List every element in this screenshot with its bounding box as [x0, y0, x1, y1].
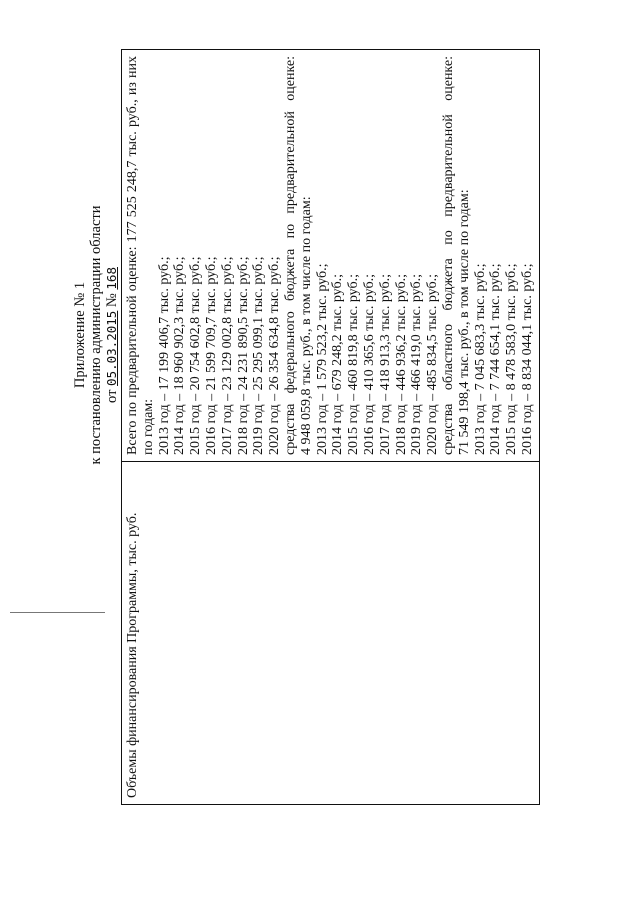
appendix-header: [72, 55, 120, 615]
federal-intro-cont: 4 948 059,8 тыс. руб., в том числе по годам:: [298, 196, 314, 455]
federal-year-line: 2017 год – 418 913,3 тыс. руб.;: [377, 274, 393, 455]
funding-label-cell: [122, 462, 540, 805]
bottom-rule: [10, 612, 105, 613]
total-year-line: 2013 год – 17 199 406,7 тыс. руб.;: [156, 256, 172, 455]
regional-year-line: 2016 год – 8 834 044,1 тыс. руб.;: [519, 263, 535, 455]
regional-year-line: 2014 год – 7 744 654,1 тыс. руб.;: [488, 263, 504, 455]
appendix-date-line: [104, 55, 120, 615]
federal-year-line: 2020 год – 485 834,5 тыс. руб.;: [425, 274, 441, 455]
federal-year-line: 2018 год – 446 936,2 тыс. руб.;: [393, 274, 409, 455]
total-year-line: 2017 год – 23 129 002,8 тыс. руб.;: [219, 256, 235, 455]
total-year-line: 2018 год – 24 231 890,5 тыс. руб.;: [235, 256, 251, 455]
date-prefix: от: [104, 389, 120, 403]
total-years-list: [157, 56, 283, 455]
federal-year-line: 2014 год – 679 248,2 тыс. руб.;: [330, 274, 346, 455]
total-year-line: 2019 год – 25 295 099,1 тыс. руб.;: [251, 256, 267, 455]
federal-years-list: [315, 56, 441, 455]
federal-year-line: 2019 год – 466 419,0 тыс. руб.;: [409, 274, 425, 455]
number-prefix: №: [104, 293, 120, 308]
total-intro: Всего по предварительной оценке: 177 525 248,7 тыс. руб., из них: [125, 56, 140, 455]
total-year-line: 2014 год – 18 960 902,3 тыс. руб.;: [172, 256, 188, 455]
regional-year-line: 2015 год – 8 478 583,0 тыс. руб.;: [504, 263, 520, 455]
total-year-line: 2015 год – 20 754 602,8 тыс. руб.;: [188, 256, 204, 455]
document-date: 05.03.2015: [104, 310, 119, 386]
federal-year-line: 2015 год – 460 819,8 тыс. руб.;: [346, 274, 362, 455]
regional-intro-cont: 71 549 198,4 тыс. руб., в том числе по годам:: [456, 189, 472, 455]
funding-row: [122, 50, 540, 805]
document-number: 168: [104, 267, 119, 290]
regional-years-list: [473, 56, 536, 455]
appendix-title: Приложение № 1: [72, 281, 88, 389]
funding-values-cell: [122, 50, 540, 462]
federal-year-line: 2016 год – 410 365,6 тыс. руб.;: [361, 274, 377, 455]
federal-year-line: 2013 год – 1 579 523,2 тыс. руб.;: [314, 263, 330, 455]
federal-intro: средства федерального бюджета по предварительной оценке:: [282, 56, 298, 455]
regional-intro: средства областного бюджета по предварительной оценке:: [440, 56, 456, 455]
regional-year-line: 2013 год – 7 045 683,3 тыс. руб.;: [472, 263, 488, 455]
total-year-line: 2020 год – 26 354 634,8 тыс. руб.;: [267, 256, 283, 455]
total-intro-cont: по годам:: [140, 398, 156, 455]
funding-label: Объемы финансирования Программы, тыс. руб.: [125, 512, 140, 798]
funding-table: [121, 49, 540, 805]
total-year-line: 2016 год – 21 599 709,7 тыс. руб.;: [203, 256, 219, 455]
appendix-subtitle: к постановлению администрации области: [88, 205, 104, 465]
